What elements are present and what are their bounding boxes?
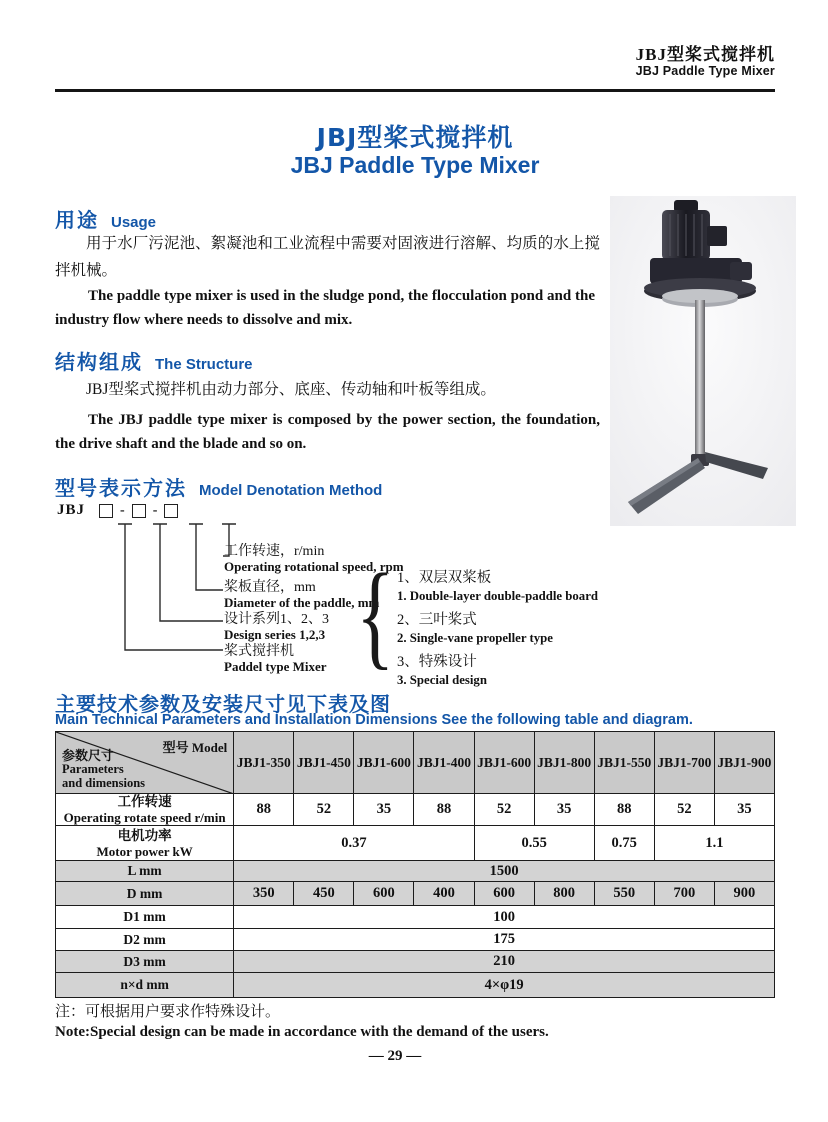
row-label-cell: D3 mm: [56, 951, 234, 973]
value-cell: 100: [234, 906, 775, 929]
value-cell: 900: [714, 882, 774, 906]
value-cell: 88: [234, 794, 294, 826]
usage-heading: [55, 204, 156, 233]
value-cell: 35: [534, 794, 594, 826]
model-header-cell: JBJ1-800: [534, 732, 594, 794]
value-cell: 88: [414, 794, 474, 826]
value-cell: 700: [654, 882, 714, 906]
note-en: Note:Special design can be made in accordance with the demand of the users.: [55, 1024, 549, 1040]
series-option-en: 3. Special design: [397, 673, 487, 687]
corner-model-label: 型号 Model: [162, 740, 228, 755]
label-mixer-en: Paddel type Mixer: [224, 659, 327, 674]
model-header-cell: JBJ1-600: [474, 732, 534, 794]
value-cell: 88: [594, 794, 654, 826]
row-label-cell: D2 mm: [56, 929, 234, 951]
model-header-cell: JBJ1-550: [594, 732, 654, 794]
table-row: [56, 973, 775, 998]
corner-params-en2: and dimensions: [62, 775, 146, 790]
model-method-heading: [55, 472, 382, 501]
model-prefix: JBJ: [57, 502, 86, 518]
series-option-zh: 2、三叶桨式: [397, 612, 477, 628]
brace-glyph: {: [356, 548, 395, 680]
series-options-list: [397, 566, 598, 692]
structure-paragraph-en: The JBJ paddle type mixer is composed by the power section, the foundation, the drive shaft and the blade and so on.: [55, 412, 600, 452]
value-cell: 450: [294, 882, 354, 906]
note-zh: 注：可根据用户要求作特殊设计。: [55, 1004, 281, 1020]
row-label-cell: D1 mm: [56, 906, 234, 929]
value-cell: 52: [294, 794, 354, 826]
value-cell: 210: [234, 951, 775, 973]
series-option-zh: 3、特殊设计: [397, 654, 477, 670]
usage-heading-zh: 用途: [55, 208, 99, 232]
usage-heading-en: Usage: [111, 214, 157, 231]
table-row: [56, 861, 775, 882]
table-row: [56, 906, 775, 929]
model-dash: -: [152, 502, 158, 518]
model-header-cell: JBJ1-400: [414, 732, 474, 794]
series-option-en: 1. Double-layer double-paddle board: [397, 589, 598, 603]
value-cell: 1500: [234, 861, 775, 882]
value-cell: 600: [474, 882, 534, 906]
value-cell: 52: [654, 794, 714, 826]
value-cell: 52: [474, 794, 534, 826]
usage-paragraph-zh: 用于水厂污泥池、絮凝池和工业流程中需要对固液进行溶解、均质的水上搅拌机械。: [55, 235, 600, 279]
value-cell: 600: [354, 882, 414, 906]
model-method-heading-en: Model Denotation Method: [199, 482, 383, 499]
drive-shaft: [695, 300, 705, 458]
model-header-cell: JBJ1-450: [294, 732, 354, 794]
page-number: — 29 —: [368, 1048, 422, 1064]
value-cell: 35: [714, 794, 774, 826]
row-label-cell: n×d mm: [56, 973, 234, 998]
parameters-heading-en: Main Technical Parameters and Installation Dimensions See the following table and diagram.: [55, 712, 693, 728]
label-series-zh: 设计系列1、2、3: [224, 612, 329, 627]
value-cell: 0.75: [594, 826, 654, 861]
label-mixer-zh: 桨式搅拌机: [224, 644, 294, 659]
row-label-cell: L mm: [56, 861, 234, 882]
series-option-en: 2. Single-vane propeller type: [397, 631, 553, 645]
value-cell: 400: [414, 882, 474, 906]
parameters-heading-zh: 主要技术参数及安装尺寸见下表及图: [55, 692, 391, 716]
table-header-row: [56, 732, 775, 794]
running-header-title-zh: JBJ型桨式搅拌机: [635, 45, 775, 64]
table-corner-cell: [56, 732, 234, 794]
value-cell: 175: [234, 929, 775, 951]
value-cell: 0.37: [234, 826, 474, 861]
model-header-cell: JBJ1-600: [354, 732, 414, 794]
series-option-zh: 1、双层双桨板: [397, 570, 492, 586]
model-method-heading-zh: 型号表示方法: [55, 476, 187, 500]
value-cell: 800: [534, 882, 594, 906]
value-cell: 550: [594, 882, 654, 906]
label-diameter-en: Diameter of the paddle, mm: [224, 595, 380, 610]
structure-heading-zh: 结构组成: [55, 350, 143, 374]
table-row: [56, 929, 775, 951]
table-row: [56, 882, 775, 906]
structure-heading: [55, 346, 253, 375]
label-diameter-zh: 桨板直径，mm: [224, 580, 316, 595]
running-header-title-en: JBJ Paddle Type Mixer: [635, 63, 775, 78]
corner-params-zh: 参数尺寸: [62, 747, 115, 763]
structure-paragraph-zh: JBJ型桨式搅拌机由动力部分、底座、传动轴和叶板等组成。: [86, 381, 496, 398]
value-cell: 1.1: [654, 826, 774, 861]
corner-params-label: [62, 749, 145, 791]
model-header-cell: JBJ1-900: [714, 732, 774, 794]
usage-paragraph-en: The paddle type mixer is used in the sludge pond, the flocculation pond and the industry flow where needs to dissolve and mix.: [55, 288, 595, 328]
terminal-box: [707, 226, 727, 246]
value-cell: 0.55: [474, 826, 594, 861]
model-header-cell: JBJ1-700: [654, 732, 714, 794]
value-cell: 35: [354, 794, 414, 826]
model-header-cell: JBJ1-350: [234, 732, 294, 794]
parameters-table-wrap: [55, 731, 775, 998]
model-dash: -: [120, 502, 125, 518]
parameters-table: [55, 731, 775, 998]
structure-heading-en: The Structure: [155, 356, 253, 373]
page-title-en: JBJ Paddle Type Mixer: [290, 152, 540, 178]
running-header: [636, 46, 775, 78]
page-title-zh: JBJ型桨式搅拌机: [316, 123, 514, 152]
parameters-table-body: [56, 794, 775, 998]
value-cell: 4×φ19: [234, 973, 775, 998]
table-row: [56, 794, 775, 826]
table-row: [56, 826, 775, 861]
product-photo: [610, 196, 796, 526]
label-series-en: Design series 1,2,3: [224, 627, 326, 642]
row-label-cell: 电机功率 Motor power kW: [56, 826, 234, 861]
row-label-cell: D mm: [56, 882, 234, 906]
label-speed-en: Operating rotational speed, rpm: [224, 559, 404, 574]
row-label-cell: 工作转速 Operating rotate speed r/min: [56, 794, 234, 826]
corner-params-en1: Parameters: [62, 762, 124, 776]
value-cell: 350: [234, 882, 294, 906]
header-rule: [55, 89, 775, 92]
table-row: [56, 951, 775, 973]
label-speed-zh: 工作转速，r/min: [224, 544, 325, 559]
